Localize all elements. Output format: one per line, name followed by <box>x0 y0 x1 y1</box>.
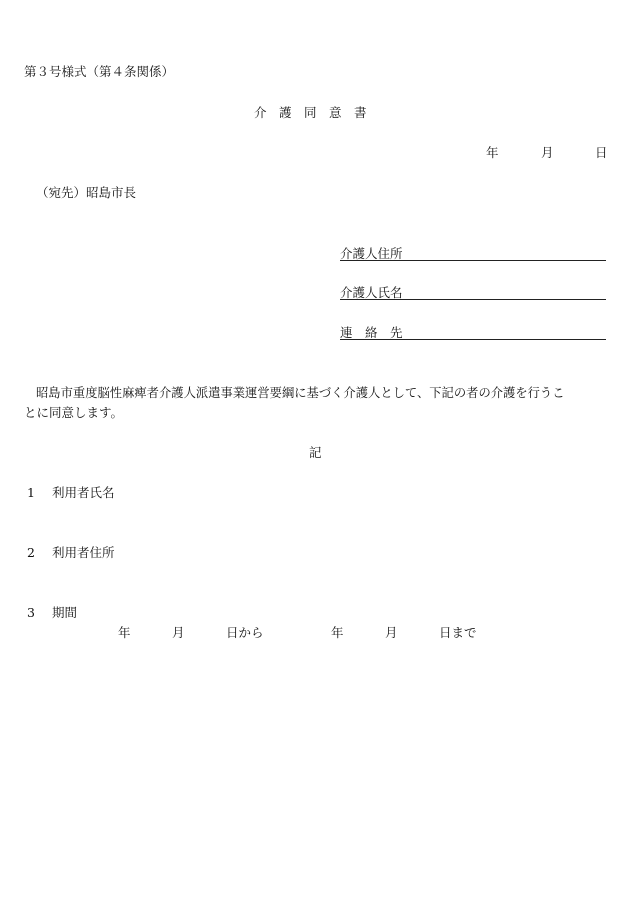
caregiver-address-label: 介護人住所 <box>340 246 403 261</box>
date-day: 日 <box>595 145 608 160</box>
period-to-day: 日まで <box>439 625 477 640</box>
date-year: 年 <box>486 145 499 160</box>
caregiver-contact-label: 連 絡 先 <box>340 325 403 340</box>
period-from-year: 年 <box>118 625 131 640</box>
item-user-name-label: 利用者氏名 <box>52 485 115 500</box>
caregiver-name-label: 介護人氏名 <box>340 285 403 300</box>
addressee: （宛先）昭島市長 <box>36 185 137 200</box>
caregiver-contact-underline <box>340 339 606 340</box>
period-to-month: 月 <box>385 625 398 640</box>
form-number: 第３号様式（第４条関係） <box>24 64 175 79</box>
item-period-label: 期間 <box>52 605 78 620</box>
item-user-address-label: 利用者住所 <box>52 545 115 560</box>
consent-text-line1: 昭島市重度脳性麻痺者介護人派遣事業運営要綱に基づく介護人として、下記の者の介護を行うこ <box>36 386 565 400</box>
note-heading: 記 <box>309 445 322 460</box>
period-to-year: 年 <box>331 625 344 640</box>
document-title: 介 護 同 意 書 <box>254 105 367 120</box>
period-from-month: 月 <box>172 625 185 640</box>
consent-text-line2: とに同意します。 <box>24 405 124 420</box>
caregiver-address-underline <box>340 260 606 261</box>
item-period-number: 3 <box>27 605 35 620</box>
date-month: 月 <box>541 145 554 160</box>
period-from-day: 日から <box>226 625 264 640</box>
item-user-name-number: 1 <box>27 485 35 500</box>
item-user-address-number: 2 <box>27 545 35 560</box>
caregiver-name-underline <box>340 299 606 300</box>
